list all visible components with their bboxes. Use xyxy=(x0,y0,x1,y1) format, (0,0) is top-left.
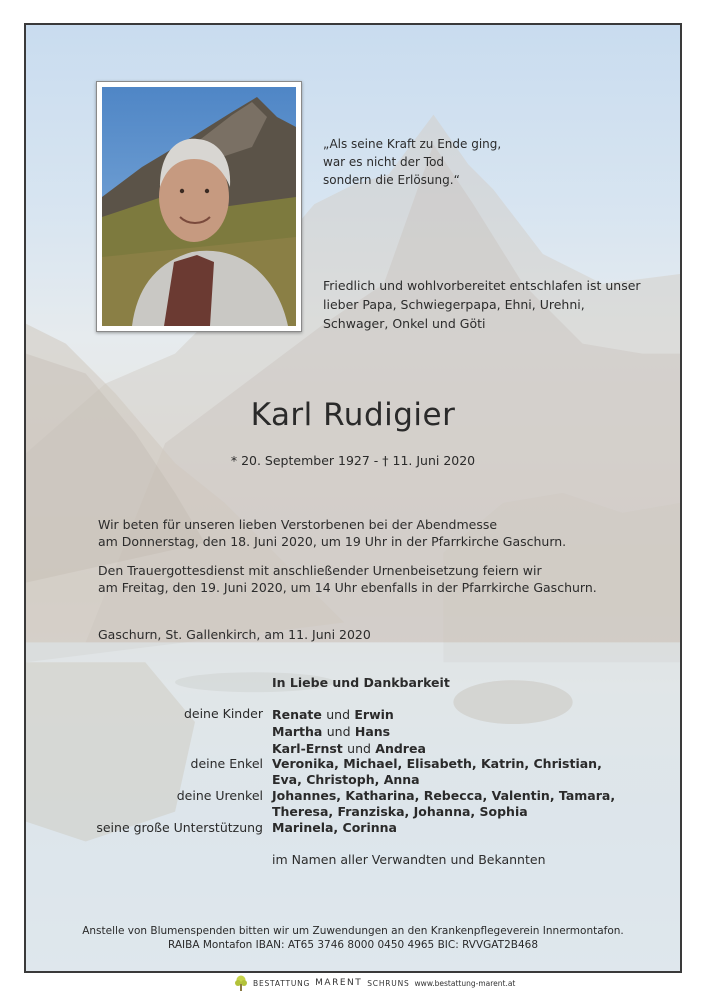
great-grandchildren-line: Theresa, Franziska, Johanna, Sophia xyxy=(272,804,528,819)
intro-line: Schwager, Onkel und Göti xyxy=(323,316,486,331)
service-text xyxy=(98,516,566,550)
quote xyxy=(323,135,501,189)
logo-town: SCHRUNS xyxy=(367,978,410,988)
footer-notice xyxy=(26,924,680,952)
support-list: Marinela, Corinna xyxy=(272,820,397,835)
service-line: am Donnerstag, den 18. Juni 2020, um 19 Uhr in der Pfarrkirche Gaschurn. xyxy=(98,534,567,549)
grandchildren-line: Eva, Christoph, Anna xyxy=(272,772,420,787)
tree-icon xyxy=(234,975,248,991)
great-grandchildren-line: Johannes, Katharina, Rebecca, Valentin, Tamara, xyxy=(272,788,616,803)
intro-line: Friedlich und wohlvorbereitet entschlafen ist unser xyxy=(323,278,641,293)
great-grandchildren-list xyxy=(272,788,615,820)
mourners-closing: im Namen aller Verwandten und Bekannten xyxy=(272,852,546,867)
funeral-text xyxy=(98,562,597,596)
intro-line: lieber Papa, Schwiegerpapa, Ehni, Urehni, xyxy=(323,297,585,312)
grandchildren-label: deine Enkel xyxy=(190,756,263,771)
funeral-line: am Freitag, den 19. Juni 2020, um 14 Uhr ebenfalls in der Pfarrkirche Gaschurn. xyxy=(98,580,597,595)
life-dates: * 20. September 1927 - † 11. Juni 2020 xyxy=(230,453,476,468)
footer-line: Anstelle von Blumenspenden bitten wir um Zuwendungen an den Krankenpflegeverein Innermontafon. xyxy=(82,925,624,937)
quote-line: war es nicht der Tod xyxy=(323,155,445,169)
grandchildren-line: Veronika, Michael, Elisabeth, Katrin, Christian, xyxy=(272,756,602,771)
children-line: Karl-Ernst und Andrea xyxy=(272,741,426,756)
logo-brand1: BESTATTUNG xyxy=(253,978,311,988)
children-line: Martha und Hans xyxy=(272,724,391,739)
quote-line: sondern die Erlösung.“ xyxy=(323,173,460,187)
footer-line: RAIBA Montafon IBAN: AT65 3746 8000 0450 4965 BIC: RVVGAT2B468 xyxy=(167,939,539,951)
portrait-image xyxy=(102,87,296,326)
great-grandchildren-label: deine Urenkel xyxy=(176,788,263,803)
children-list xyxy=(272,706,426,757)
funeral-line: Den Trauergottesdienst mit anschließender Urnenbeisetzung feiern wir xyxy=(98,563,542,578)
grandchildren-list xyxy=(272,756,602,788)
support-label: seine große Unterstützung xyxy=(96,820,263,835)
mourners-heading: In Liebe und Dankbarkeit xyxy=(272,675,450,690)
funeral-home-logo xyxy=(234,973,515,993)
portrait-photo xyxy=(96,81,302,332)
logo-url: www.bestattung-marent.at xyxy=(414,978,516,988)
children-line: Renate und Erwin xyxy=(272,707,394,722)
quote-line: „Als seine Kraft zu Ende ging, xyxy=(323,137,502,151)
intro-text xyxy=(323,276,641,333)
place-date: Gaschurn, St. Gallenkirch, am 11. Juni 2020 xyxy=(98,627,371,642)
children-label: deine Kinder xyxy=(183,706,263,721)
deceased-name: Karl Rudigier xyxy=(250,397,456,433)
service-line: Wir beten für unseren lieben Verstorbenen bei der Abendmesse xyxy=(98,517,498,532)
obituary-card xyxy=(24,23,682,973)
logo-brand2: MARENT xyxy=(315,978,363,988)
